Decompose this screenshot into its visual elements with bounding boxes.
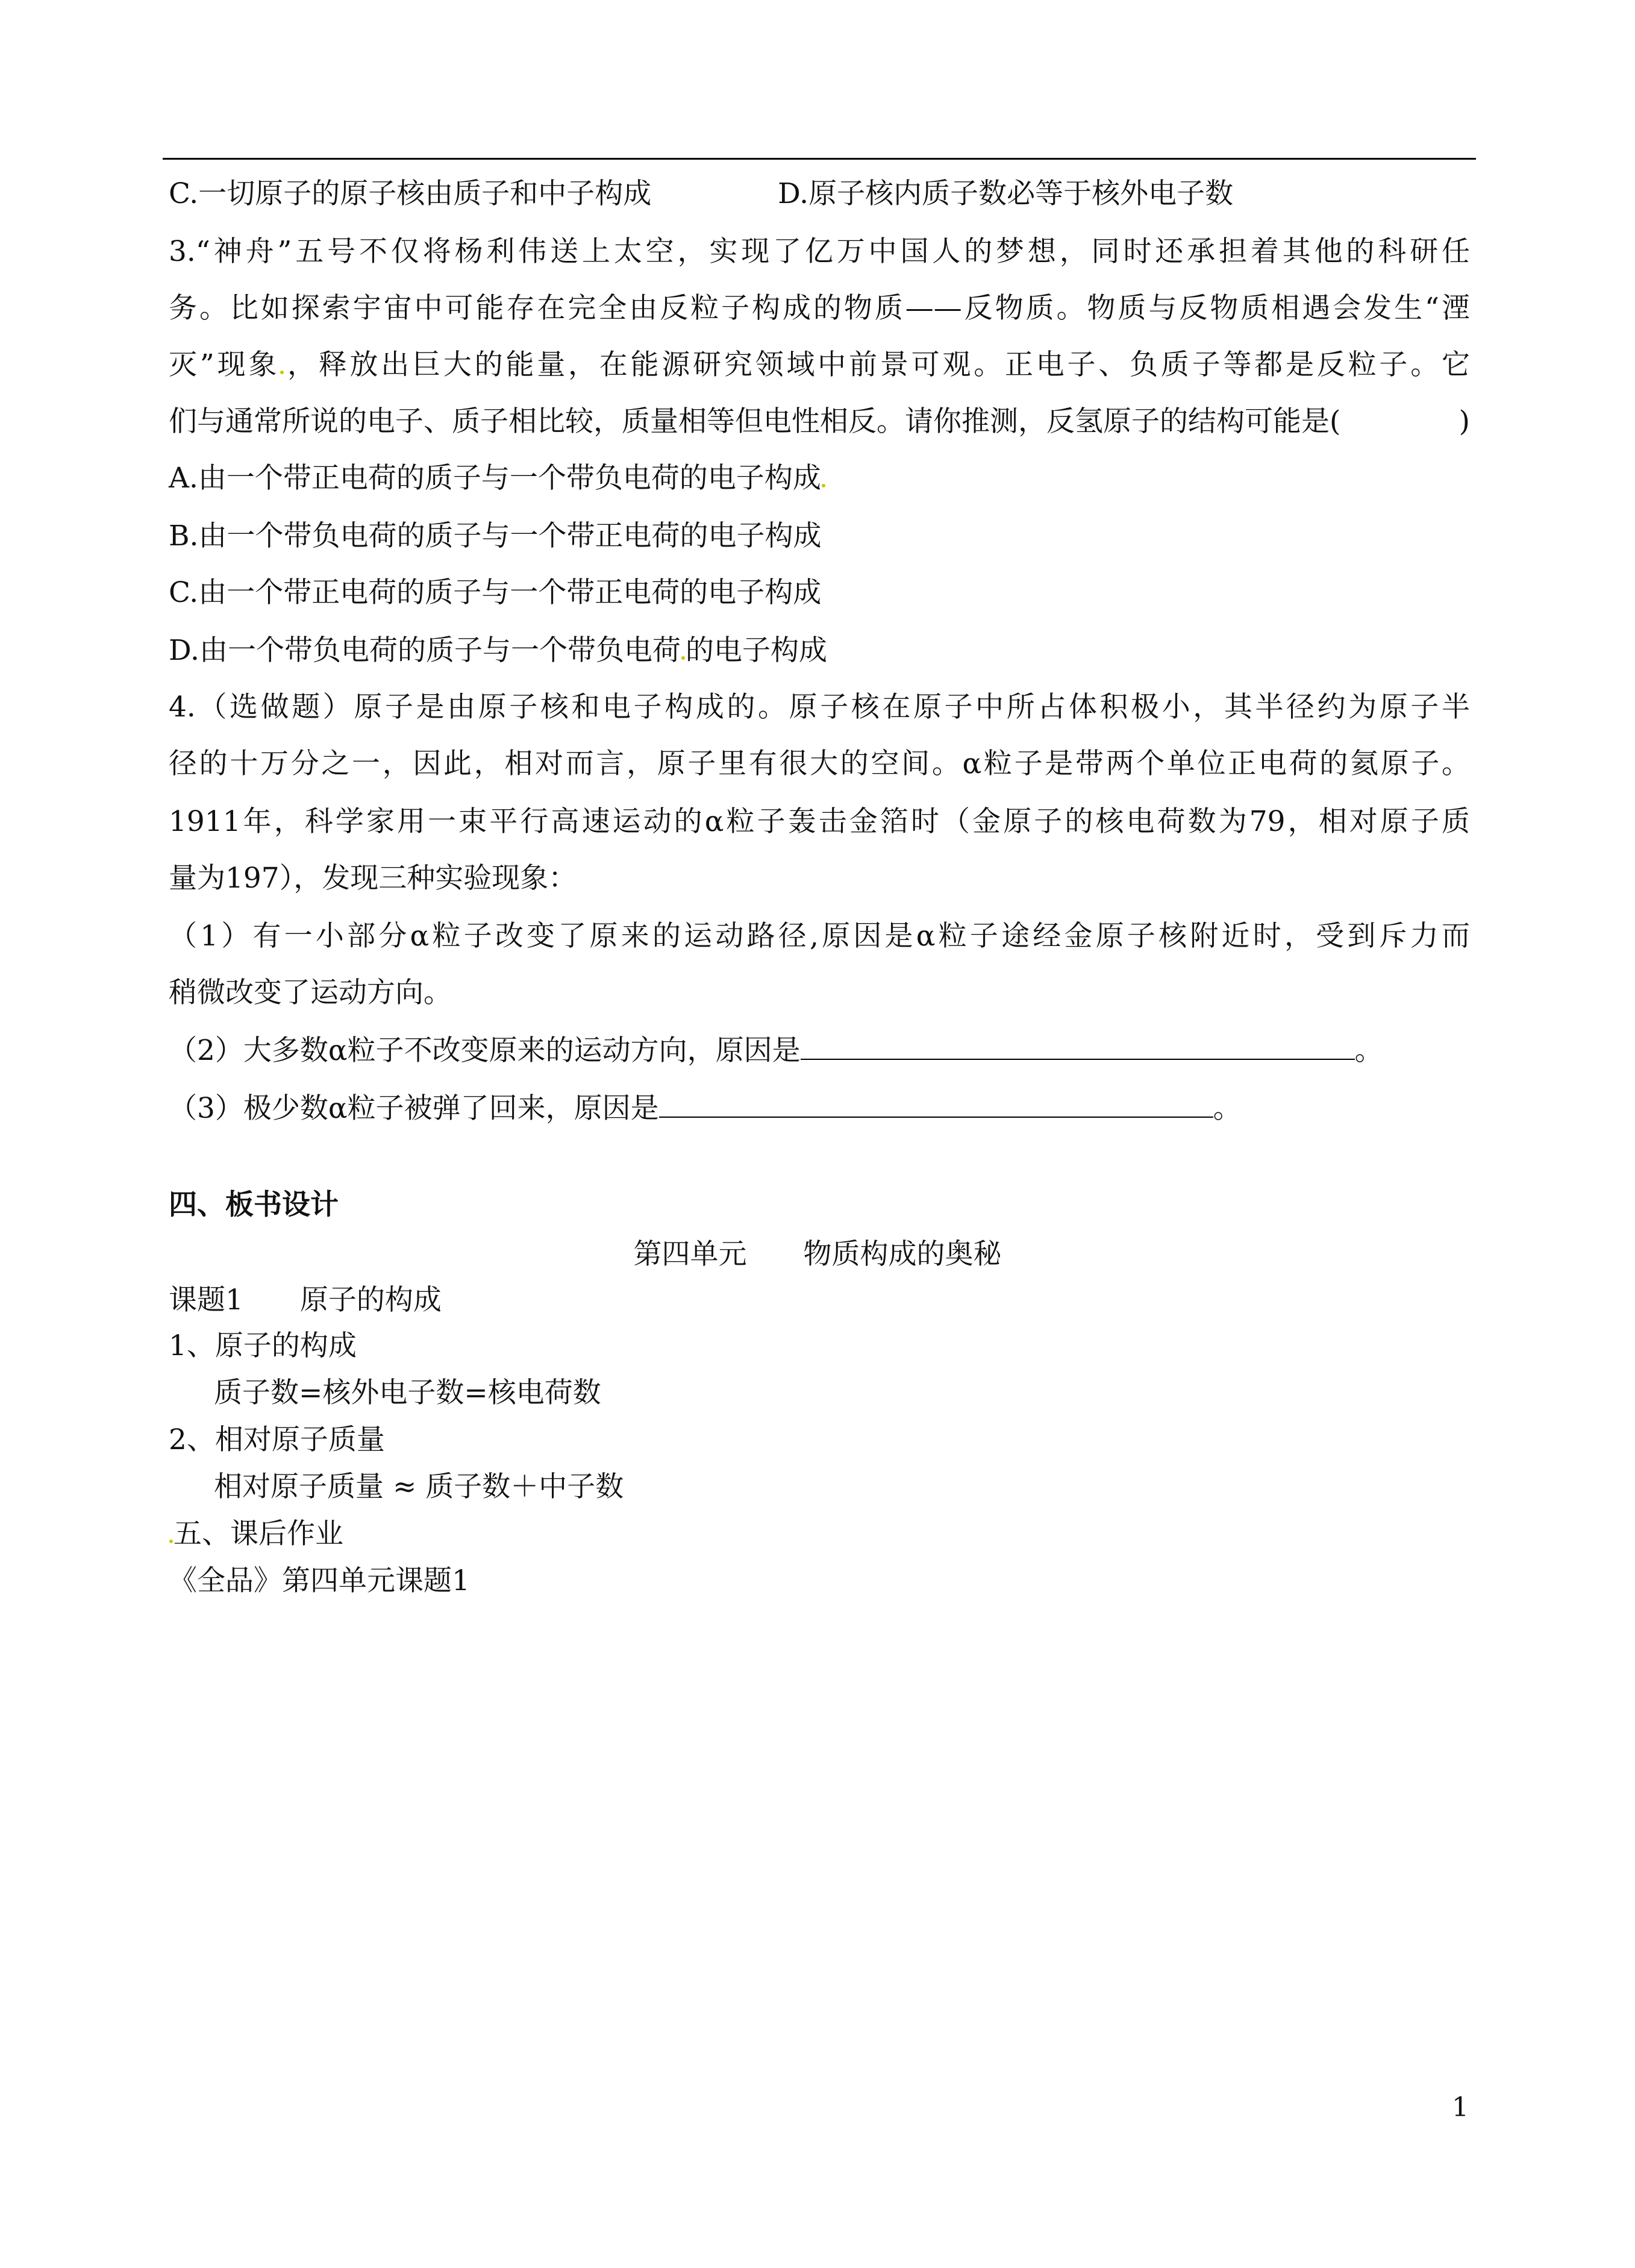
answer-blank[interactable] — [801, 1027, 1355, 1060]
homework-content: 《全品》第四单元课题1 — [169, 1564, 470, 1597]
answer-blank[interactable] — [659, 1085, 1213, 1118]
options-c-d-line — [169, 170, 1233, 218]
header-rule — [163, 158, 1476, 160]
question-3-line-3: 灭”现象 ，释放出巨大的能量，在能源研究领域中前景可观。正电子、负质子等都是反粒子。它 — [169, 348, 1470, 381]
question-4-line-3: 1911年，科学家用一束平行高速运动的α粒子轰击金箔时（金原子的核电荷数为79，相对原子质 — [169, 805, 1470, 838]
question-4-line-6: 稍微改变了运动方向。 — [169, 976, 452, 1009]
board-item-2: 2、相对原子质量 — [169, 1423, 385, 1456]
homework-heading: 五、课后作业 — [169, 1510, 343, 1558]
option-b: B.由一个带负电荷的质子与一个带正电荷的电子构成 — [169, 519, 822, 553]
yellow-dot-mark — [169, 1540, 173, 1543]
option-d: D.原子核内质子数必等于核外电子数 — [778, 177, 1234, 210]
lesson-title: 课题1 原子的构成 — [169, 1283, 442, 1317]
option-c: C.一切原子的原子核由质子和中子构成 — [169, 177, 652, 210]
option-c-q3: C.由一个带正电荷的质子与一个带正电荷的电子构成 — [169, 576, 822, 609]
question-4-line-5: （1）有一小部分α粒子改变了原来的运动路径,原因是α粒子途经金原子核附近时，受到斥力而 — [169, 919, 1470, 953]
question-3-line-2: 务。比如探索宇宙中可能存在完全由反粒子构成的物质——反物质。物质与反物质相遇会发生“湮 — [169, 292, 1470, 325]
board-item-2-formula: 相对原子质量 ≈ 质子数＋中子数 — [214, 1470, 624, 1503]
question-4-line-1: 4.（选做题）原子是由原子核和电子构成的。原子核在原子中所占体积极小，其半径约为原子半 — [169, 691, 1470, 724]
board-item-1: 1、原子的构成 — [169, 1329, 357, 1362]
question-4-blank-2: （2）大多数α粒子不改变原来的运动方向，原因是 。 — [169, 1027, 1383, 1075]
question-4-line-2: 径的十万分之一，因此，相对而言，原子里有很大的空间。α粒子是带两个单位正电荷的氦原子。 — [169, 747, 1470, 780]
option-a: A.由一个带正电荷的质子与一个带负电荷的电子构成 — [169, 454, 826, 503]
question-4-line-4: 量为197），发现三种实验现象： — [169, 862, 577, 895]
option-d-q3: D.由一个带负电荷的质子与一个带负电荷 的电子构成 — [169, 634, 827, 667]
unit-title: 第四单元 物质构成的奥秘 — [633, 1238, 1002, 1271]
question-3-line-4: 们与通常所说的电子、质子相比较，质量相等但电性相反。请你推测，反氢原子的结构可能是( ) — [169, 405, 1470, 438]
question-4-blank-3: （3）极少数α粒子被弹了回来，原因是 。 — [169, 1085, 1242, 1133]
yellow-dot-mark — [681, 656, 685, 660]
page-number: 1 — [1452, 2092, 1469, 2123]
question-3-line-1: 3.“神舟”五号不仅将杨利伟送上太空，实现了亿万中国人的梦想，同时还承担着其他的科研任 — [169, 235, 1470, 268]
board-item-1-formula: 质子数=核外电子数=核电荷数 — [214, 1376, 601, 1409]
yellow-dot-mark — [822, 484, 825, 487]
board-design-heading: 四、板书设计 — [169, 1188, 339, 1221]
yellow-dot-mark — [280, 371, 284, 374]
